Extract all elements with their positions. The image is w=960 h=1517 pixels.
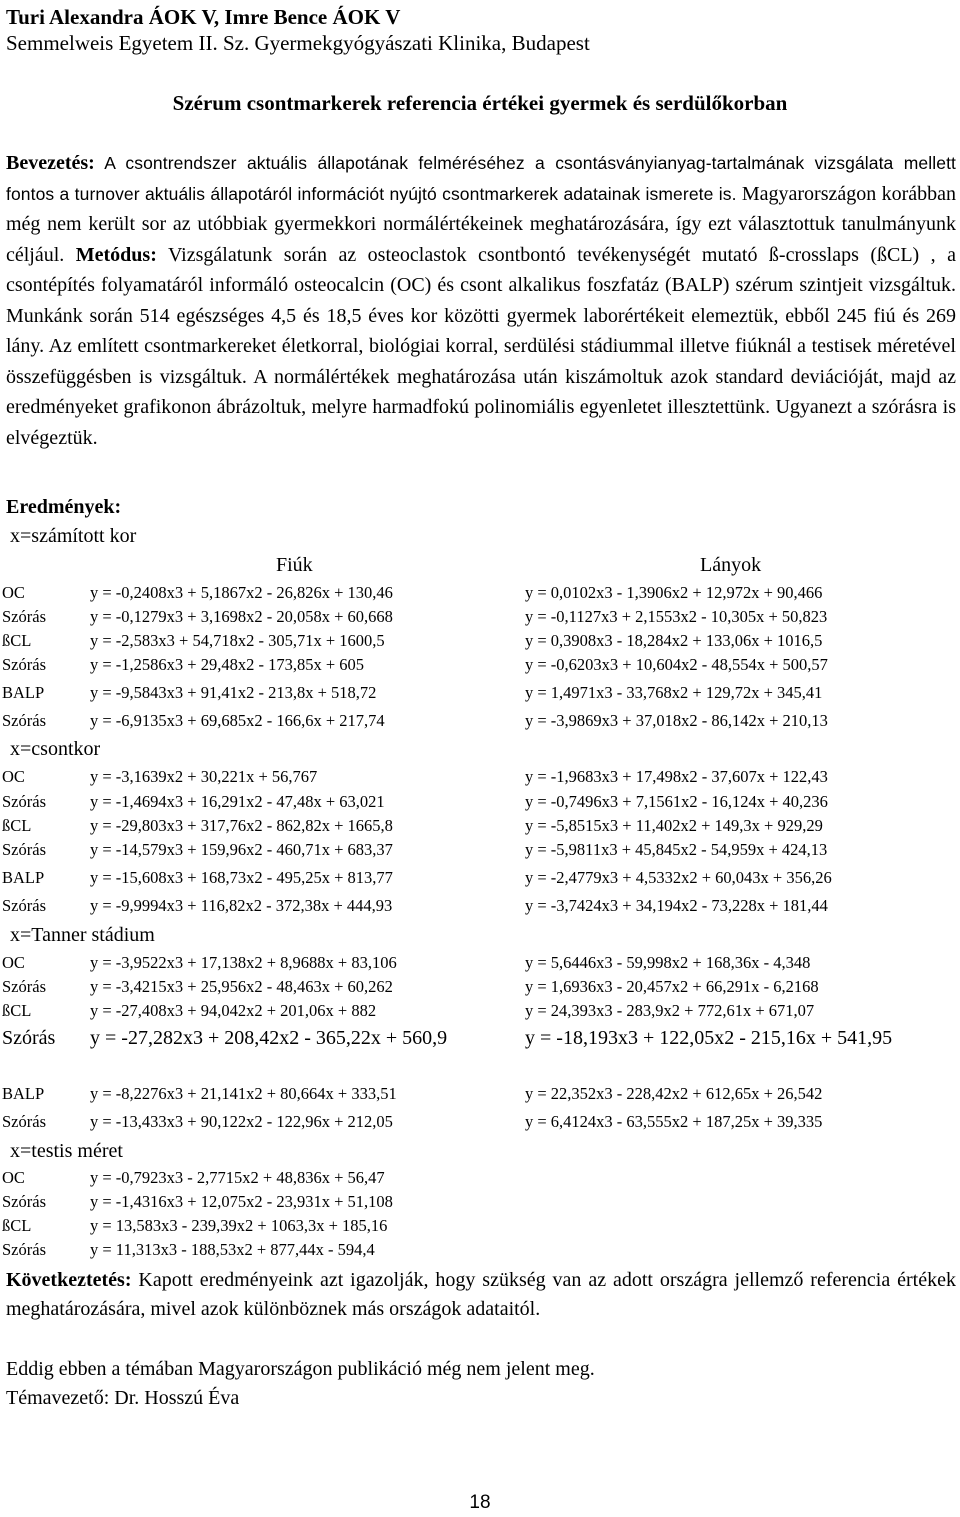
boys-equation: y = -3,4215x3 + 25,956x2 - 48,463x + 60,262 <box>90 977 393 996</box>
row-label: Szórás <box>2 607 46 626</box>
row-label: Szórás <box>2 1192 46 1211</box>
boys-equation: y = -29,803x3 + 317,76x2 - 862,82x + 1665,8 <box>90 816 393 835</box>
girls-equation: y = -18,193x3 + 122,05x2 - 215,16x + 541,95 <box>525 1027 893 1049</box>
publication-note: Eddig ebben a témában Magyarországon publikáció még nem jelent meg. <box>6 1358 595 1380</box>
girls-equation: y = 5,6446x3 - 59,998x2 + 168,36x - 4,348 <box>525 953 811 972</box>
girls-equation: y = -0,6203x3 + 10,604x2 - 48,554x + 500,57 <box>525 655 828 674</box>
boys-equation: y = 13,583x3 - 239,39x2 + 1063,3x + 185,16 <box>90 1216 388 1235</box>
conclusion-text: Kapott eredményeink azt igazolják, hogy szükség van az adott országra jellemző referencia értékek meghatározására, mivel azok különböznek más országok adataitól. <box>6 1269 956 1320</box>
row-label: Szórás <box>2 711 46 730</box>
row-label: Szórás <box>2 1240 46 1259</box>
row-label: Szórás <box>2 896 46 915</box>
author-names: Turi Alexandra ÁOK V, Imre Bence ÁOK V <box>6 5 401 29</box>
author-block <box>6 4 590 56</box>
row-label: OC <box>2 953 25 972</box>
row-label: ßCL <box>2 816 32 835</box>
boys-equation: y = -0,7923x3 - 2,7715x2 + 48,836x + 56,47 <box>90 1168 385 1187</box>
boys-equation: y = -9,9994x3 + 116,82x2 - 372,38x + 444,93 <box>90 896 393 915</box>
girls-equation: y = -5,8515x3 + 11,402x2 + 149,3x + 929,29 <box>525 816 823 835</box>
girls-equation: y = -1,9683x3 + 17,498x2 - 37,607x + 122,43 <box>525 767 828 786</box>
boys-equation: y = -13,433x3 + 90,122x2 - 122,96x + 212,05 <box>90 1112 393 1131</box>
page-number: 18 <box>469 1492 491 1513</box>
boys-equation: y = 11,313x3 - 188,53x2 + 877,44x - 594,4 <box>90 1240 375 1259</box>
girls-equation: y = -5,9811x3 + 45,845x2 - 54,959x + 424,13 <box>525 840 828 859</box>
row-label: BALP <box>2 868 45 887</box>
boys-equation: y = -2,583x3 + 54,718x2 - 305,71x + 1600,5 <box>90 631 385 650</box>
girls-equation: y = -2,4779x3 + 4,5332x2 + 60,043x + 356,26 <box>525 868 832 887</box>
girls-equation: y = -0,7496x3 + 7,1561x2 - 16,124x + 40,236 <box>525 792 828 811</box>
row-label: OC <box>2 767 25 786</box>
section-title: x=csontkor <box>10 738 101 760</box>
boys-equation: y = -27,282x3 + 208,42x2 - 365,22x + 560,9 <box>90 1027 448 1049</box>
section-title: x=számított kor <box>10 525 137 547</box>
abstract-body <box>6 148 956 453</box>
boys-equation: y = -1,4694x3 + 16,291x2 - 47,48x + 63,021 <box>90 792 385 811</box>
girls-equation: y = 24,393x3 - 283,9x2 + 772,61x + 671,07 <box>525 1001 815 1020</box>
conclusion-label: Következtetés: <box>6 1269 132 1291</box>
row-label: Szórás <box>2 977 46 996</box>
boys-equation: y = -8,2276x3 + 21,141x2 + 80,664x + 333,51 <box>90 1084 397 1103</box>
girls-equation: y = -3,7424x3 + 34,194x2 - 73,228x + 181,44 <box>525 896 828 915</box>
affiliation: Semmelweis Egyetem II. Sz. Gyermekgyógyászati Klinika, Budapest <box>6 31 590 55</box>
method-label: Metódus: <box>75 243 157 266</box>
row-label: Szórás <box>2 840 46 859</box>
row-label: BALP <box>2 683 45 702</box>
boys-equation: y = -6,9135x3 + 69,685x2 - 166,6x + 217,74 <box>90 711 385 730</box>
boys-equation: y = -14,579x3 + 159,96x2 - 460,71x + 683,37 <box>90 840 393 859</box>
girls-equation: y = 6,4124x3 - 63,555x2 + 187,25x + 39,335 <box>525 1112 823 1131</box>
girls-equation: y = 0,3908x3 - 18,284x2 + 133,06x + 1016,5 <box>525 631 823 650</box>
row-label: Szórás <box>2 655 46 674</box>
supervisor: Témavezető: Dr. Hosszú Éva <box>6 1387 240 1409</box>
row-label: BALP <box>2 1084 45 1103</box>
intro-text: A csontrendszer aktuális állapotának felméréséhez a csontásványianyag-tartalmának vizsgálata mellett fontos a turnover aktuális állapotáról információt nyújtó csontmarkerek adatainak ismerete is. <box>6 153 956 204</box>
boys-equation: y = -0,1279x3 + 3,1698x2 - 20,058x + 60,668 <box>90 607 393 626</box>
boys-equation: y = -9,5843x3 + 91,41x2 - 213,8x + 518,72 <box>90 683 377 702</box>
method-text: Vizsgálatunk során az osteoclastok csontbontó tevékenységét mutató ß-crosslaps (ßCL) , a csontépítés folyamatáról informáló osteocalcin (OC) és csont alkalikus foszfatáz (BALP) szérum szintjeit vizsgáltuk. Munkánk során 514 egészséges 4,5 és 18,5 éves kor közötti gyermek laborértékeit elemeztük, ebből 245 fiú és 269 lány. Az említett csontmarkereket életkorral, biológiai korral, serdülési stádiummal illetve fiúknál a testisek méretével összefüggésben is vizsgáltuk. A normálértékek meghatározása után kiszámoltuk azok standard deviációját, majd az eredményeket grafikonon ábrázoltuk, melyre harmadfokú polinomiális egyenletet illesztettünk. Ugyanezt a szórásra is elvégeztük. <box>6 243 956 449</box>
closing-lines <box>6 1355 595 1413</box>
row-label: Szórás <box>2 1112 46 1131</box>
boys-equation: y = -3,9522x3 + 17,138x2 + 8,9688x + 83,106 <box>90 953 397 972</box>
results-label: Eredmények: <box>6 496 122 518</box>
boys-equation: y = -0,2408x3 + 5,1867x2 - 26,826x + 130,46 <box>90 583 393 602</box>
boys-equation: y = -3,1639x2 + 30,221x + 56,767 <box>90 767 318 786</box>
section-title: x=testis méret <box>10 1140 123 1162</box>
row-label: ßCL <box>2 1216 32 1235</box>
row-label: Szórás <box>2 1027 56 1049</box>
boys-equation: y = -1,4316x3 + 12,075x2 - 23,931x + 51,108 <box>90 1192 393 1211</box>
row-label: Szórás <box>2 792 46 811</box>
intro-text-2: Magyarországon korábban még nem került sor az utóbbiak gyermekkori normálértékeinek meghatározására, így ezt választottuk tanulmányunk céljául. <box>6 182 956 266</box>
boys-equation: y = -15,608x3 + 168,73x2 - 495,25x + 813,77 <box>90 868 393 887</box>
row-label: OC <box>2 583 25 602</box>
column-header-girls: Lányok <box>700 554 762 576</box>
paper-title: Szérum csontmarkerek referencia értékei gyermek és serdülőkorban <box>172 91 788 115</box>
boys-equation: y = -27,408x3 + 94,042x2 + 201,06x + 882 <box>90 1001 377 1020</box>
intro-label: Bevezetés: <box>6 152 95 174</box>
conclusion <box>6 1266 956 1324</box>
girls-equation: y = 1,4971x3 - 33,768x2 + 129,72x + 345,41 <box>525 683 823 702</box>
girls-equation: y = 22,352x3 - 228,42x2 + 612,65x + 26,542 <box>525 1084 823 1103</box>
row-label: OC <box>2 1168 25 1187</box>
column-header-boys: Fiúk <box>276 554 313 576</box>
section-title: x=Tanner stádium <box>10 924 155 946</box>
girls-equation: y = -0,1127x3 + 2,1553x2 - 10,305x + 50,823 <box>525 607 828 626</box>
row-label: ßCL <box>2 1001 32 1020</box>
boys-equation: y = -1,2586x3 + 29,48x2 - 173,85x + 605 <box>90 655 365 674</box>
girls-equation: y = 1,6936x3 - 20,457x2 + 66,291x - 6,2168 <box>525 977 819 996</box>
girls-equation: y = 0,0102x3 - 1,3906x2 + 12,972x + 90,466 <box>525 583 823 602</box>
row-label: ßCL <box>2 631 32 650</box>
girls-equation: y = -3,9869x3 + 37,018x2 - 86,142x + 210,13 <box>525 711 828 730</box>
